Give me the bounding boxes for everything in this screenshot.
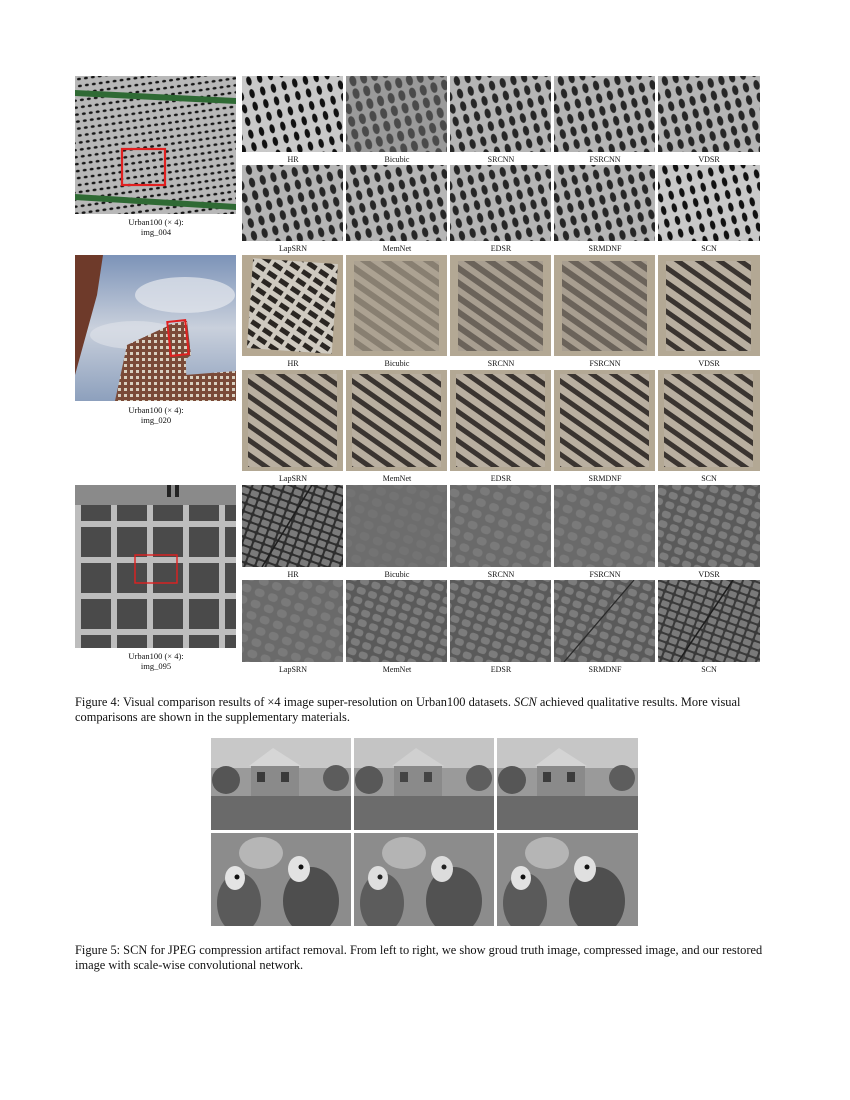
caption-text: Figure 4: Visual comparison results of ×4 image super-resolution on Urban100 datasets. [75, 695, 515, 709]
method-label: HR [287, 155, 299, 164]
patch-lapsrn [242, 165, 343, 241]
patch-srcnn [450, 255, 551, 356]
method-label: FSRCNN [589, 570, 621, 579]
patch-hr [242, 76, 343, 152]
method-label: LapSRN [279, 474, 307, 483]
caption-emphasis: SCN [514, 695, 537, 709]
patch-edsr [450, 165, 551, 241]
patch-vdsr [658, 76, 760, 152]
method-label: SRMDNF [588, 665, 622, 674]
patch-lapsrn [242, 580, 343, 662]
patch-vdsr [658, 485, 760, 567]
method-label: SCN [701, 474, 717, 483]
patch-fsrcnn [554, 76, 655, 152]
method-label: LapSRN [279, 244, 307, 253]
method-label: FSRCNN [589, 359, 621, 368]
method-label: SRMDNF [588, 474, 622, 483]
example-caption [75, 651, 237, 671]
patch-bicubic [346, 255, 447, 356]
method-label: Bicubic [384, 359, 410, 368]
patch-scn [658, 370, 760, 471]
method-label: HR [287, 570, 299, 579]
patch-scn [658, 580, 760, 662]
patch-fsrcnn [554, 485, 655, 567]
method-label: Bicubic [384, 155, 410, 164]
method-label: SCN [701, 244, 717, 253]
patch-srcnn [450, 485, 551, 567]
patch-hr [242, 485, 343, 567]
method-label: FSRCNN [589, 155, 621, 164]
figure-4-caption [75, 695, 780, 724]
method-label: VDSR [698, 570, 720, 579]
parrots-ground-truth [211, 833, 351, 926]
method-label: MemNet [382, 244, 412, 253]
method-label: VDSR [698, 155, 720, 164]
image-id: img_004 [140, 227, 172, 237]
parrots-compressed [354, 833, 494, 926]
method-label: SRCNN [487, 155, 515, 164]
image-id: img_020 [140, 415, 172, 425]
method-label: SCN [701, 665, 717, 674]
method-label: MemNet [382, 665, 412, 674]
method-label: Bicubic [384, 570, 410, 579]
overview-image-img004 [75, 76, 236, 214]
parrots-restored [497, 833, 638, 926]
example-caption [75, 217, 237, 237]
patch-lapsrn [242, 370, 343, 471]
patch-vdsr [658, 255, 760, 356]
patch-edsr [450, 580, 551, 662]
caption-text: achieved qualitative results. More visual comparisons are shown in the supplementary materials. [75, 695, 741, 724]
method-label: HR [287, 359, 299, 368]
method-label: EDSR [490, 665, 512, 674]
patch-bicubic [346, 76, 447, 152]
method-label: SRCNN [487, 570, 515, 579]
method-label: MemNet [382, 474, 412, 483]
method-label: SRCNN [487, 359, 515, 368]
method-label: VDSR [698, 359, 720, 368]
patch-srmdnf [554, 370, 655, 471]
example-caption [75, 405, 237, 425]
method-label: EDSR [490, 474, 512, 483]
patch-bicubic [346, 485, 447, 567]
patch-memnet [346, 580, 447, 662]
image-id: img_095 [140, 661, 172, 671]
patch-hr [242, 255, 343, 356]
dataset-label: Urban100 (× 4): [128, 217, 184, 227]
patch-fsrcnn [554, 255, 655, 356]
patch-srcnn [450, 76, 551, 152]
house-ground-truth [211, 738, 351, 830]
patch-srmdnf [554, 165, 655, 241]
house-restored [497, 738, 638, 830]
patch-memnet [346, 370, 447, 471]
patch-edsr [450, 370, 551, 471]
patch-scn [658, 165, 760, 241]
dataset-label: Urban100 (× 4): [128, 651, 184, 661]
house-compressed [354, 738, 494, 830]
overview-image-img020 [75, 255, 236, 401]
method-label: LapSRN [279, 665, 307, 674]
method-label: EDSR [490, 244, 512, 253]
figure-5-caption: Figure 5: SCN for JPEG compression artifact removal. From left to right, we show groud truth image, compressed image, and our restored image with scale-wise convolutional network. [75, 943, 763, 972]
overview-image-img095 [75, 485, 236, 648]
patch-memnet [346, 165, 447, 241]
method-label: SRMDNF [588, 244, 622, 253]
patch-srmdnf [554, 580, 655, 662]
dataset-label: Urban100 (× 4): [128, 405, 184, 415]
